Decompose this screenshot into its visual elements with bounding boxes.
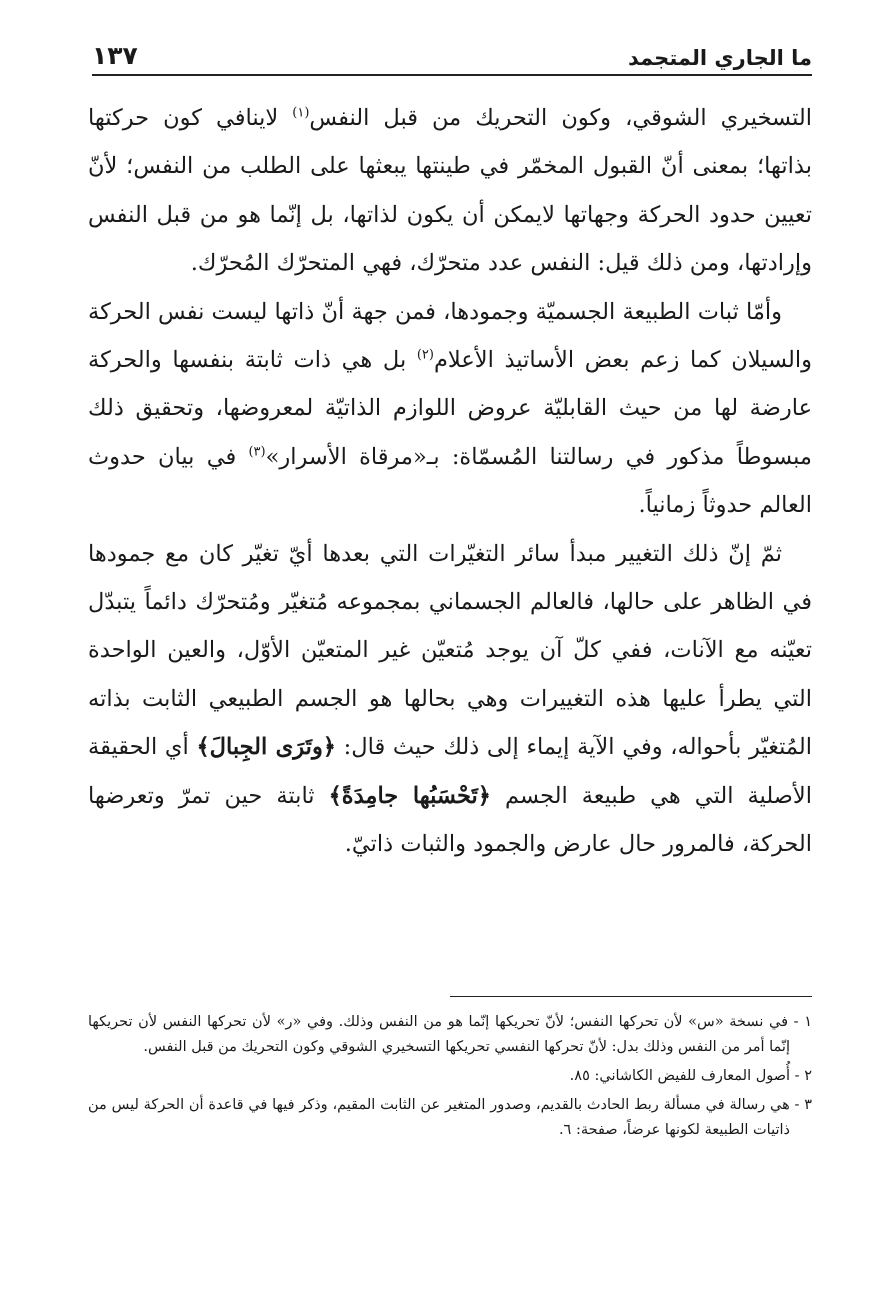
running-title: ما الجاري المتجمد bbox=[627, 46, 812, 70]
page-header bbox=[92, 30, 812, 70]
footnote-1: ١ - في نسخة «س» لأن تحركها النفس؛ لأنّ تحريكها إنّما هو من النفس وذلك. وفي «ر» لأن تحركها النفس لأن تحريكها إنّما أمر من النفس وذلك بدل: لأنّ تحركها النفسي تحريكها التسخيري الشوقي وكون التحريك من قبل النفس. bbox=[88, 1014, 812, 1055]
paragraph-1-text-a: التسخيري الشوقي، وكون التحريك من قبل النفس bbox=[309, 105, 812, 131]
footnote-2: ٢ - أُصول المعارف للفيض الكاشاني: ٨٥. bbox=[569, 1068, 812, 1084]
quran-quote-2: ﴿تَحْسَبُها جامِدَةً﴾ bbox=[328, 782, 491, 809]
paragraph-1 bbox=[88, 94, 812, 288]
paragraph-3-text-b: أي الحقيقة الأصلية التي هي طبيعة الجسم bbox=[88, 734, 812, 809]
paragraph-3-text-c: ثابتة حين تمرّ وتعرضها الحركة، فالمرور حال عارض والجمود والثبات ذاتيّ. bbox=[88, 782, 812, 858]
main-text bbox=[88, 94, 812, 869]
footnote-ref-3: (٣) bbox=[248, 444, 266, 460]
paragraph-2-text-b: بل هي ذات ثابتة بنفسها والحركة عارضة لها من حيث القابليّة عروض اللوازم الذاتيّة لمعروضها، وتحقيق ذلك مبسوطاً مذكور في رسالتنا المُسمّاة: بـ«مرقاة الأسرار» bbox=[88, 347, 812, 470]
paragraph-1-text-b: لاينافي كون حركتها بذاتها؛ بمعنى أنّ القبول المخمّر في طينتها يبعثها على الطلب من النفس؛ لأنّ تعيين حدود الحركة وجهاتها لايمكن أن يكون لذاتها، بل إنّما هو من قبل النفس وإرادتها، ومن ذلك قيل: النفس عدد متحرّك، فهي المتحرّك المُحرّك. bbox=[88, 105, 812, 277]
page-number: ١٣٧ bbox=[92, 41, 138, 70]
paragraph-2-text-c: في بيان حدوث العالم حدوثاً زمانياً. bbox=[88, 443, 812, 519]
paragraph-2-text-a: وأمّا ثبات الطبيعة الجسميّة وجمودها، فمن جهة أنّ ذاتها ليست نفس الحركة والسيلان كما زعم بعض الأساتيذ الأعلام bbox=[88, 298, 812, 374]
paragraph-2 bbox=[88, 288, 812, 530]
footnote-ref-2: (٢) bbox=[416, 347, 434, 363]
quran-quote-1: ﴿وتَرَى الجِبالَ﴾ bbox=[196, 734, 336, 761]
footnote-3: ٣ - هي رسالة في مسألة ربط الحادث بالقديم، وصدور المتغير عن الثابت المقيم، وذكر فيها في قاعدة أن الحركة ليس من ذاتيات الطبيعة لكونها عرضاً، صفحة: ٦. bbox=[88, 1097, 812, 1138]
header-rule bbox=[92, 74, 812, 76]
footnote-rule bbox=[450, 996, 812, 997]
footnote-ref-1: (١) bbox=[292, 105, 310, 121]
paragraph-3 bbox=[88, 530, 812, 869]
footnotes bbox=[88, 1010, 812, 1147]
paragraph-3-text-a: ثمّ إنّ ذلك التغيير مبدأ سائر التغيّرات التي بعدها أيّ تغيّر كان مع جمودها في الظاهر على حالها، فالعالم الجسماني بمجموعه مُتغيّر ومُتحرّك دائماً يتبدّل تعيّنه مع الآنات، ففي كلّ آن يوجد مُتعيّن غير المتعيّن الأوّل، والعين الواحدة التي يطرأ عليها هذه التغييرات وهي بحالها هو الجسم الطبيعي الثابت بذاته المُتغيّر بأحواله، وفي الآية إيماء إلى ذلك حيث قال: bbox=[88, 540, 812, 761]
